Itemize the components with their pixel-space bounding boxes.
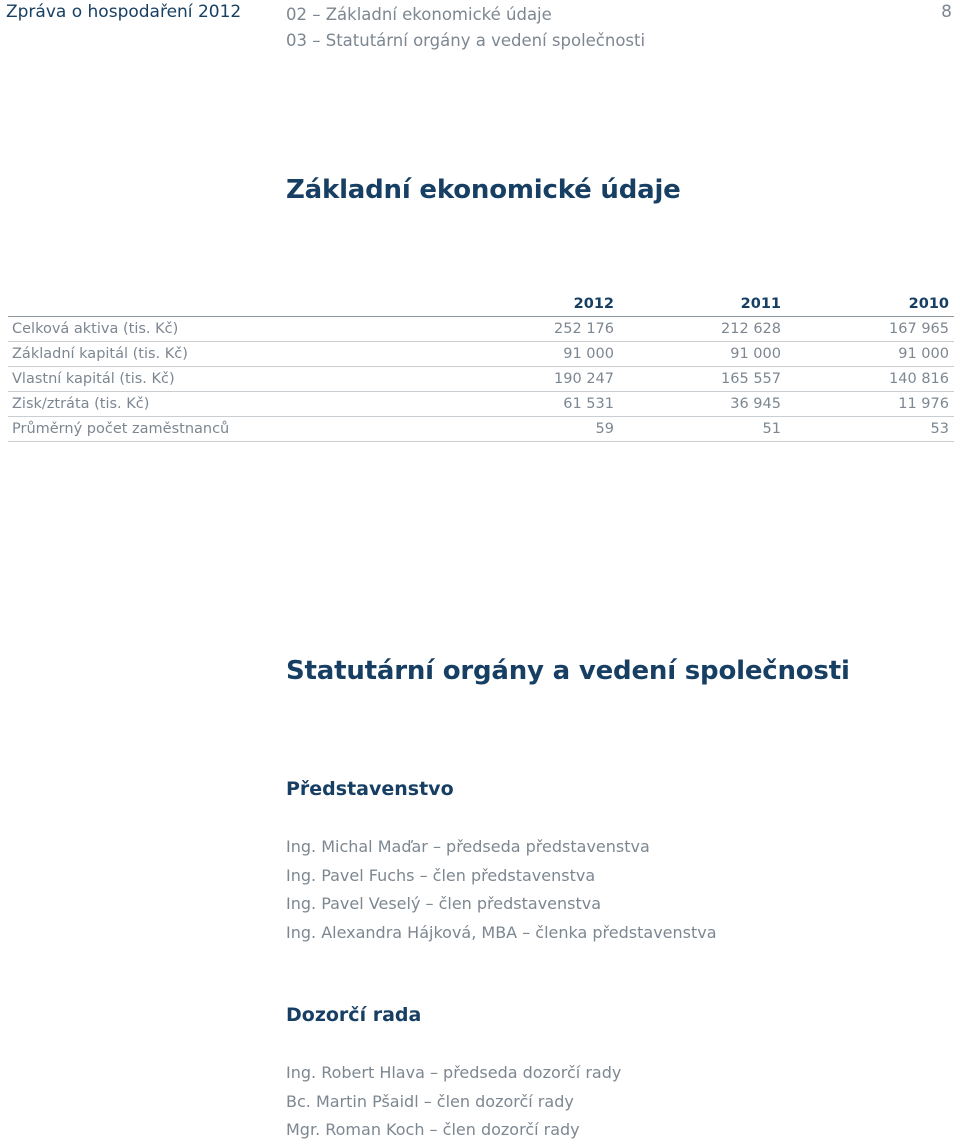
value-2010: 167 965 [889, 321, 949, 337]
list-item: Ing. Pavel Fuchs – člen představenstva [286, 865, 596, 885]
row-label: Zisk/ztráta (tis. Kč) [12, 396, 150, 412]
row-label: Průměrný počet zaměstnanců [12, 421, 230, 437]
toc-item-economics: 02 – Základní ekonomické údaje [286, 5, 552, 24]
column-header-2012: 2012 [573, 296, 614, 312]
value-2010: 53 [930, 421, 949, 437]
report-title: Zpráva o hospodaření 2012 [6, 2, 242, 22]
value-2011: 51 [762, 421, 781, 437]
row-label: Základní kapitál (tis. Kč) [12, 346, 188, 362]
value-2012: 252 176 [554, 321, 614, 337]
list-item: Bc. Martin Pšaidl – člen dozorčí rady [286, 1091, 574, 1111]
column-header-2011: 2011 [740, 296, 781, 312]
value-2012: 190 247 [554, 371, 614, 387]
table-row [8, 342, 954, 367]
value-2012: 61 531 [563, 396, 614, 412]
table-row [8, 367, 954, 392]
value-2010: 140 816 [889, 371, 949, 387]
list-item: Ing. Robert Hlava – předseda dozorčí rady [286, 1063, 622, 1082]
page-number: 8 [941, 2, 952, 22]
list-item: Ing. Pavel Veselý – člen představenstva [286, 894, 602, 913]
value-2011: 165 557 [721, 371, 781, 387]
board-title: Představenstvo [286, 778, 454, 800]
board-members-list [286, 833, 717, 947]
value-2010: 91 000 [898, 346, 949, 362]
table-header-row [8, 292, 954, 317]
table-row [8, 417, 954, 442]
value-2010: 11 976 [898, 396, 949, 412]
economics-title: Základní ekonomické údaje [286, 175, 681, 205]
header-toc [286, 2, 645, 54]
value-2012: 59 [595, 421, 614, 437]
supervisory-board-title: Dozorčí rada [286, 1004, 422, 1026]
value-2011: 91 000 [730, 346, 781, 362]
economics-table [8, 292, 954, 442]
list-item: Ing. Michal Maďar – předseda představenstva [286, 837, 650, 856]
table-row [8, 392, 954, 417]
supervisory-members-list [286, 1059, 621, 1145]
value-2011: 212 628 [721, 321, 781, 337]
toc-item-governance: 03 – Statutární orgány a vedení společnosti [286, 31, 646, 50]
row-label: Celková aktiva (tis. Kč) [12, 321, 179, 337]
column-header-2010: 2010 [908, 296, 949, 312]
governance-title: Statutární orgány a vedení společnosti [286, 656, 850, 686]
table-row [8, 317, 954, 342]
row-label: Vlastní kapitál (tis. Kč) [12, 371, 175, 387]
list-item: Mgr. Roman Koch – člen dozorčí rady [286, 1120, 580, 1139]
value-2012: 91 000 [563, 346, 614, 362]
list-item: Ing. Alexandra Hájková, MBA – členka představenstva [286, 922, 717, 942]
value-2011: 36 945 [730, 396, 781, 412]
